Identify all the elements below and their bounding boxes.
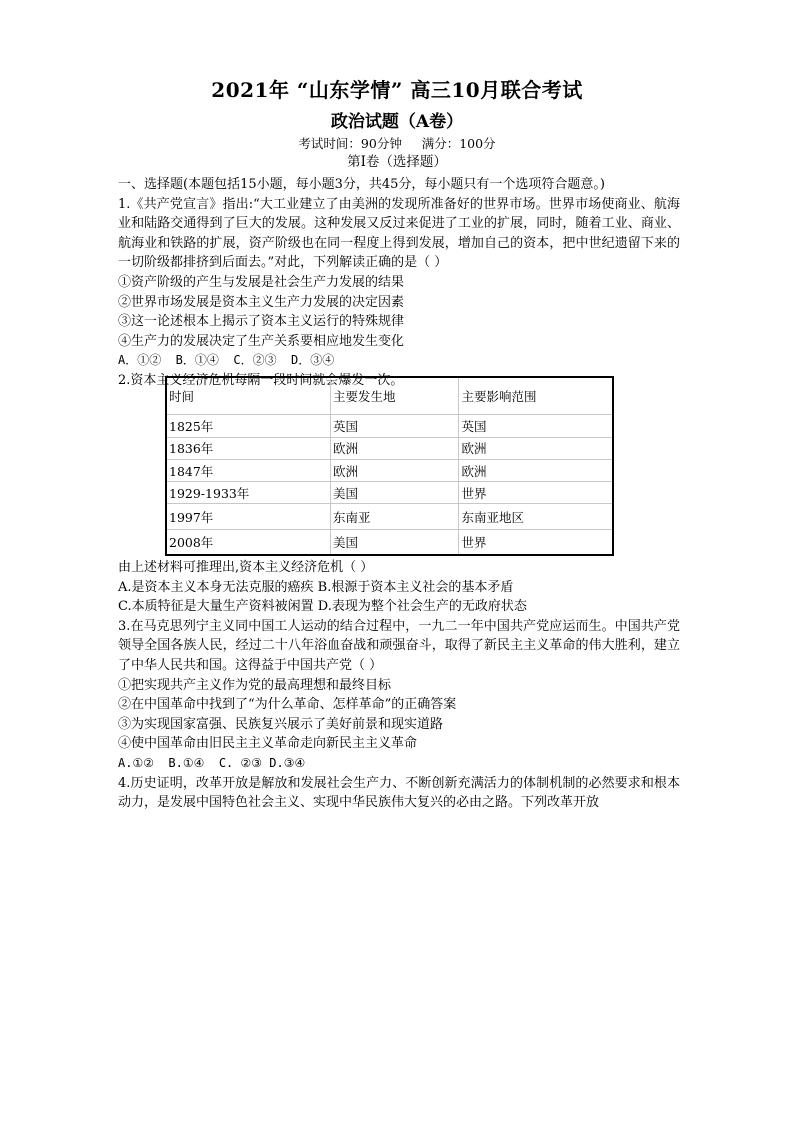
question-3-item: ③为实现国家富强、民族复兴展示了美好前景和现实道路: [118, 716, 444, 732]
table-cell: 1997年: [166, 504, 330, 529]
table-cell: 世界: [459, 482, 613, 504]
instructions: 一、选择题(本题包括15小题，每小题3分，共45分，每小题只有一个选项符合题意。): [118, 177, 605, 192]
table-header-row: [166, 377, 613, 415]
table-cell: 东南亚: [330, 504, 459, 529]
question-2-option-line: C.本质特征是大量生产资料被闲置 D.表现为整个社会生产的无政府状态: [118, 599, 527, 615]
table-cell: 1847年: [166, 459, 330, 481]
table-row: [166, 415, 613, 437]
table-cell: 英国: [459, 415, 613, 437]
question-3-stem: 3.在马克思列宁主义同中国工人运动的结合过程中，一九二一年中国共产党应运而生。中国共产党领导全国各族人民，经过二十八年浴血奋战和顽强奋斗，取得了新民主主义革命的伟大胜利，建立了中华人民共和国。这得益于中国共产党（ ）: [118, 618, 680, 673]
table-cell: 1929-1933年: [166, 482, 330, 504]
table-cell: 东南亚地区: [459, 504, 613, 529]
economic-crisis-table: [165, 376, 614, 556]
table-header-cell: 主要发生地: [330, 377, 459, 415]
question-1-item: ②世界市场发展是资本主义生产力发展的决定因素: [118, 294, 405, 310]
table-cell: 英国: [330, 415, 459, 437]
question-3-item: ④使中国革命由旧民主主义革命走向新民主主义革命: [118, 736, 418, 752]
questions-part-1: [118, 175, 680, 391]
table-cell: 欧洲: [330, 459, 459, 481]
question-3-item: ①把实现共产主义作为党的最高理想和最终目标: [118, 677, 392, 693]
questions-part-2: [118, 558, 680, 813]
table-cell: 欧洲: [459, 459, 613, 481]
table-row: [166, 504, 613, 529]
exam-title: 2021年 “山东学情” 高三10月联合考试: [211, 78, 583, 102]
question-3-item: ②在中国革命中找到了“为什么革命、怎样革命”的正确答案: [118, 697, 457, 713]
exam-meta: 考试时间：90分钟 满分：100分: [298, 136, 496, 151]
question-2-followup: 由上述材料可推理出,资本主义经济危机（ ）: [118, 560, 374, 575]
table-row: [166, 437, 613, 459]
question-1-item: ③这一论述根本上揭示了资本主义运行的特殊规律: [118, 314, 405, 330]
table-cell: 1825年: [166, 415, 330, 437]
table-row: [166, 459, 613, 481]
question-2-option-line: A.是资本主义本身无法克服的癌疾 B.根源于资本主义社会的基本矛盾: [118, 579, 514, 595]
question-3-options: A.①② B.①④ C. ②③ D.③④: [118, 755, 306, 770]
table-cell: 2008年: [169, 534, 214, 550]
section-heading: 第Ⅰ卷（选择题）: [347, 154, 447, 170]
question-2-stem: 2.资本主义经济危机每隔一段时间就会爆发一次。: [118, 372, 404, 388]
table-row: [166, 529, 613, 555]
exam-subtitle: 政治试题（A卷）: [330, 112, 464, 132]
table-header-cell: 时间: [166, 377, 330, 415]
question-1-item: ④生产力的发展决定了生产关系要相应地发生变化: [118, 333, 405, 349]
question-1-stem: 1.《共产党宣言》指出:“大工业建立了由美洲的发现所准备好的世界市场。世界市场使商业、航海业和陆路交通得到了巨大的发展。这种发展又反过来促进了工业的扩展，同时，随着工业、商业、航海业和铁路的扩展，资产阶级也在同一程度上得到发展，增加自己的资本，把中世纪遗留下来的一切阶级都排挤到后面去。”对此，下列解读正确的是（ ）: [118, 196, 680, 271]
table-cell: 欧洲: [459, 437, 613, 459]
question-4-stem: 4.历史证明，改革开放是解放和发展社会生产力、不断创新充满活力的体制机制的必然要求和根本动力，是发展中国特色社会主义、实现中华民族伟大复兴的必由之路。下列改革开放: [118, 775, 680, 811]
question-1-options: A．①② B．①④ C．②③ D．③④: [118, 353, 335, 368]
table-cell: 美国: [330, 482, 459, 504]
table-cell: 世界: [459, 529, 613, 555]
table-cell: 美国: [330, 529, 459, 555]
table-cell: 欧洲: [330, 437, 459, 459]
question-1-item: ①资产阶级的产生与发展是社会生产力发展的结果: [118, 274, 405, 290]
table-cell: 1836年: [166, 437, 330, 459]
table-header-cell: 主要影响范围: [459, 377, 613, 415]
table-row: [166, 482, 613, 504]
